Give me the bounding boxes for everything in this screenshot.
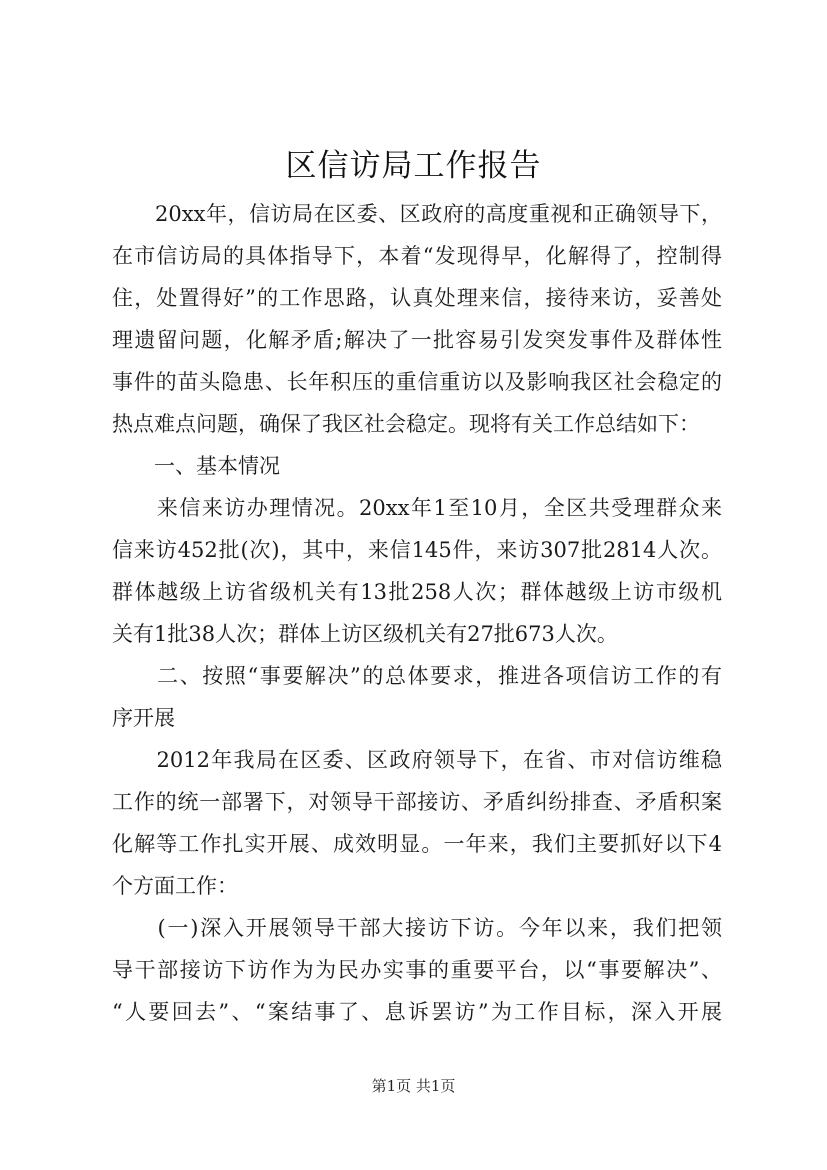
section-heading: 序开展 — [112, 706, 175, 730]
text-line: 事件的苗头隐患、长年积压的重信重访以及影响我区社会稳定的 — [112, 370, 722, 394]
text-line: 导干部接访下访作为为民办实事的重要平台，以“事要解决”、 — [112, 958, 722, 982]
text-line: 化解等工作扎实开展、成效明显。一年来，我们主要抓好以下4 — [112, 832, 722, 856]
text-line: (一)深入开展领导干部大接访下访。今年以来，我们把领 — [112, 916, 722, 940]
section-heading: 二、按照“事要解决”的总体要求，推进各项信访工作的有 — [112, 664, 722, 688]
text-line: 工作的统一部署下，对领导干部接访、矛盾纠纷排查、矛盾积案 — [112, 790, 722, 814]
text-line: 住，处置得好”的工作思路，认真处理来信，接待来访，妥善处 — [112, 286, 722, 310]
text-line: 关有1批38人次；群体上访区级机关有27批673人次。 — [112, 622, 618, 646]
text-line: 群体越级上访省级机关有13批258人次；群体越级上访市级机 — [112, 580, 722, 604]
document-title: 区信访局工作报告 — [285, 148, 542, 184]
text-line: 热点难点问题，确保了我区社会稳定。现将有关工作总结如下： — [112, 412, 700, 436]
text-line: 来信来访办理情况。20xx年1至10月，全区共受理群众来 — [112, 496, 722, 520]
document-body — [112, 193, 722, 1033]
text-line: 个方面工作： — [112, 874, 238, 898]
text-line: 20xx年，信访局在区委、区政府的高度重视和正确领导下， — [112, 202, 722, 226]
text-line: 信来访452批(次)，其中，来信145件，来访307批2814人次。 — [112, 538, 722, 562]
text-line: 2012年我局在区委、区政府领导下，在省、市对信访维稳 — [112, 748, 722, 772]
page-number-footer: 第1页 共1页 — [371, 1077, 456, 1095]
text-line: “人要回去”、“案结事了、息诉罢访”为工作目标，深入开展 — [112, 1000, 722, 1024]
section-heading: 一、基本情况 — [112, 454, 280, 478]
text-line: 理遗留问题，化解矛盾;解决了一批容易引发突发事件及群体性 — [112, 328, 722, 352]
text-line: 在市信访局的具体指导下，本着“发现得早，化解得了，控制得 — [112, 244, 722, 268]
